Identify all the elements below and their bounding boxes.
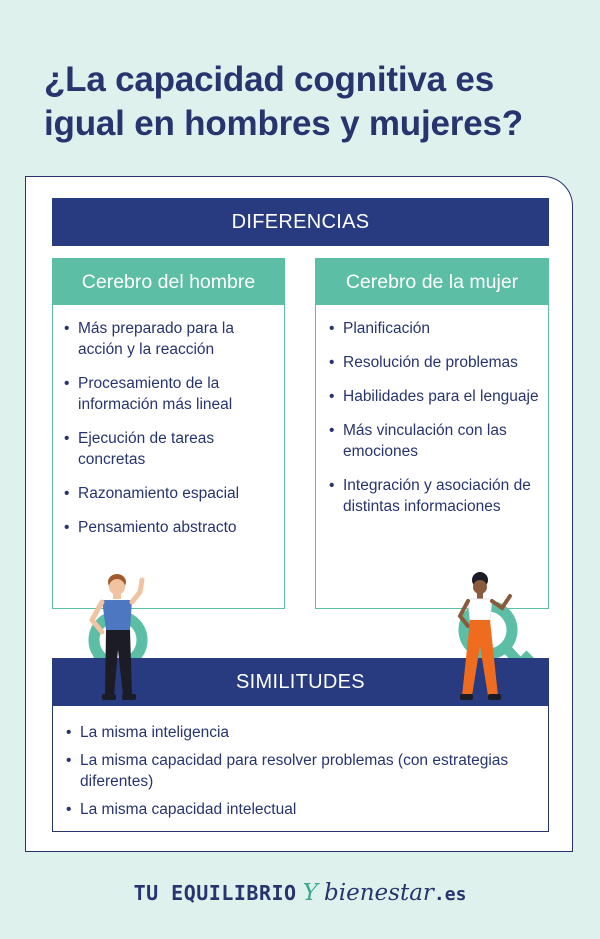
page-title-line-2: igual en hombres y mujeres? [44, 104, 523, 143]
list-item: • Más preparado para la acción y la reacción [64, 318, 276, 360]
list-item: • La misma capacidad para resolver problemas (con estrategias diferentes) [66, 750, 536, 792]
list-item: • Planificación [329, 318, 541, 339]
list-item: • Ejecución de tareas concretas [64, 428, 276, 470]
brand-text-part-2: Y [302, 880, 318, 906]
list-item: • Razonamiento espacial [64, 483, 276, 504]
similarities-heading: SIMILITUDES [52, 658, 549, 707]
women-brain-list [329, 318, 541, 530]
women-brain-heading: Cerebro de la mujer [316, 259, 548, 305]
men-brain-heading: Cerebro del hombre [53, 259, 284, 305]
men-brain-list [64, 318, 276, 551]
list-item: • La misma capacidad intelectual [66, 799, 536, 820]
similarities-list [66, 722, 536, 827]
man-figure-icon [86, 570, 152, 710]
brand-logo [0, 880, 600, 906]
list-item: • Procesamiento de la información más lineal [64, 373, 276, 415]
list-item: • Integración y asociación de distintas informaciones [329, 475, 541, 517]
brand-text-part-3: bienestar [324, 880, 434, 906]
list-item: • Resolución de problemas [329, 352, 541, 373]
list-item: • Más vinculación con las emociones [329, 420, 541, 462]
list-item: • Habilidades para el lenguaje [329, 386, 541, 407]
differences-heading: DIFERENCIAS [52, 198, 549, 246]
list-item: • Pensamiento abstracto [64, 517, 276, 538]
list-item: • La misma inteligencia [66, 722, 536, 743]
page-title [44, 58, 574, 146]
page-title-line-1: ¿La capacidad cognitiva es [44, 60, 494, 99]
brand-text-part-4: .es [433, 884, 467, 905]
brand-text-part-1: TU EQUILIBRIO [133, 881, 297, 905]
woman-figure-icon [448, 570, 518, 710]
